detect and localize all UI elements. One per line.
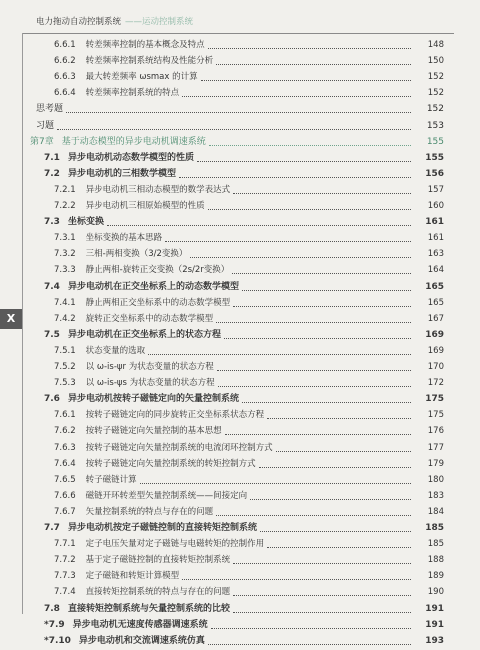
header-rule <box>22 33 454 34</box>
toc-entry[interactable] <box>0 53 444 70</box>
dot-leader <box>140 483 411 484</box>
toc-entry-number: 7.7.4 <box>54 587 76 598</box>
toc-entry-page: 179 <box>427 458 444 469</box>
toc-entry-title: 异步电动机在正交坐标系上的状态方程 <box>67 329 221 340</box>
dot-leader <box>259 467 411 468</box>
toc-entry-title: 异步电动机三相动态模型的数学表达式 <box>85 184 231 195</box>
dot-leader <box>190 257 411 258</box>
toc-entry[interactable] <box>0 198 444 215</box>
toc-entry-number: 7.8 <box>44 603 60 614</box>
toc-entry-title: 旋转正交坐标系中的动态数学模型 <box>85 313 214 324</box>
toc-entry-number: 7.4 <box>44 281 60 292</box>
dot-leader <box>201 80 411 81</box>
toc-entry[interactable] <box>0 504 444 521</box>
toc-entry[interactable] <box>0 584 444 601</box>
toc-entry[interactable] <box>0 37 444 54</box>
dot-leader <box>267 547 411 548</box>
toc-entry[interactable] <box>0 295 444 312</box>
dot-leader <box>179 177 411 178</box>
toc-entry-number: 7.5 <box>44 329 60 340</box>
dot-leader <box>242 402 411 403</box>
dot-leader <box>233 193 411 194</box>
toc-entry[interactable] <box>0 343 444 360</box>
toc-entry[interactable] <box>0 440 444 457</box>
toc-entry-number: 7.4.2 <box>54 313 76 324</box>
dot-leader <box>250 499 411 500</box>
dot-leader <box>216 515 411 516</box>
toc-entry[interactable] <box>0 230 444 247</box>
toc-entry-page: 169 <box>427 345 444 356</box>
dot-leader <box>260 531 411 532</box>
toc-entry-number: 7.5.2 <box>54 362 76 372</box>
dot-leader <box>209 145 411 146</box>
dot-leader <box>208 48 411 49</box>
toc-entry-number: 7.2 <box>44 168 60 179</box>
toc-entry-page: 161 <box>425 217 444 228</box>
dot-leader <box>107 225 411 226</box>
toc-entry-number: 7.6 <box>44 394 60 405</box>
toc-entry-title: 按转子磁链定向的同步旋转正交坐标系状态方程 <box>85 410 265 421</box>
dot-leader <box>182 96 411 97</box>
dot-leader <box>216 322 411 323</box>
toc-entry-number: 6.6.3 <box>54 72 76 83</box>
toc-entry-number: 7.2.1 <box>54 184 76 195</box>
toc-entry-page: 155 <box>426 136 444 147</box>
dot-leader <box>182 579 411 580</box>
toc-entry[interactable] <box>0 488 444 505</box>
toc-entry-title: 异步电动机动态数学模型的性质 <box>67 152 194 163</box>
toc-entry-title: 异步电动机的三相数学模型 <box>67 168 176 179</box>
toc-entry-number: 7.6.7 <box>54 506 76 517</box>
toc-entry-page: 148 <box>427 40 444 50</box>
dot-leader <box>208 644 411 645</box>
toc-entry-page: 165 <box>427 297 444 308</box>
toc-entry[interactable] <box>0 375 444 392</box>
toc-entry-number: 7.3.3 <box>54 265 76 276</box>
toc-entry-title: 静止两相-旋转正交变换（2s/2r变换） <box>85 265 230 276</box>
toc-entry-page: 175 <box>427 410 444 421</box>
toc-entry-page: 157 <box>427 184 444 195</box>
toc-entry-page: 176 <box>427 426 444 437</box>
toc-entry-page: 188 <box>427 555 444 566</box>
toc-entry-page: 150 <box>427 56 444 67</box>
toc-entry[interactable] <box>0 407 444 424</box>
toc-entry-page: 193 <box>425 635 444 646</box>
toc-entry-title: 转差频率控制系统结构及性能分析 <box>85 56 214 67</box>
toc-entry-number: *7.9 <box>44 619 65 630</box>
toc-entry-page: 190 <box>427 587 444 598</box>
dot-leader <box>232 273 411 274</box>
toc-entry-page: 165 <box>425 281 444 292</box>
toc-entry[interactable] <box>0 134 444 151</box>
toc-entry-number: 7.6.1 <box>54 410 76 421</box>
toc-entry[interactable] <box>0 150 444 167</box>
toc-entry-number: 第7章 <box>30 136 54 147</box>
toc-entry-title: 异步电动机按转子磁链定向的矢量控制系统 <box>67 394 239 405</box>
toc-entry-title: 以 ω-is-ψs 为状态变量的状态方程 <box>85 378 215 389</box>
toc-entry-page: 184 <box>427 506 444 517</box>
book-title: 电力拖动自动控制系统 <box>36 17 122 27</box>
toc-entry[interactable] <box>0 101 444 118</box>
toc-entry-title: 静止两相正交坐标系中的动态数学模型 <box>85 297 231 308</box>
toc-entry-title: 异步电动机在正交坐标系上的动态数学模型 <box>67 281 239 292</box>
toc-entry-page: 191 <box>425 619 444 630</box>
toc-entry-page: 172 <box>427 378 444 389</box>
toc-entry[interactable] <box>0 456 444 473</box>
toc-entry-number: 7.3.2 <box>54 249 76 260</box>
dot-leader <box>233 306 411 307</box>
dot-leader <box>197 161 411 162</box>
page-side-tab: X <box>0 309 22 329</box>
toc-entry[interactable] <box>0 182 444 199</box>
toc-entry-title: 按转子磁链定向矢量控制系统的转矩控制方式 <box>85 458 256 469</box>
dot-leader <box>224 338 411 339</box>
toc-entry-title: 最大转差频率 ωsmax 的计算 <box>85 72 198 83</box>
dot-leader <box>267 418 411 419</box>
toc-entry[interactable] <box>0 359 444 376</box>
toc-entry-title: 按转子磁链定向矢量控制系统的电流闭环控制方式 <box>85 442 273 453</box>
toc-entry-title: 基于定子磁链控制的直接转矩控制系统 <box>85 555 231 566</box>
toc-entry[interactable] <box>0 279 444 296</box>
toc-entry-page: 164 <box>427 265 444 276</box>
toc-entry-number: 7.5.3 <box>54 378 76 389</box>
toc-entry-page: 152 <box>426 104 444 115</box>
toc-entry-number: 7.7 <box>44 523 60 533</box>
dot-leader <box>211 628 411 629</box>
toc-entry-page: 160 <box>427 201 444 211</box>
dot-leader <box>216 64 411 65</box>
toc-entry-title: 直接转矩控制系统的特点与存在的问题 <box>85 587 231 598</box>
toc-entry[interactable] <box>0 311 444 328</box>
toc-entry-title: 坐标变换的基本思路 <box>85 233 163 244</box>
toc-entry-page: 155 <box>425 152 444 163</box>
toc-entry-number: 7.5.1 <box>54 345 76 356</box>
toc-entry-page: 191 <box>425 603 444 614</box>
running-header <box>0 14 480 30</box>
toc-entry[interactable] <box>0 391 444 408</box>
toc-entry-number: 7.6.6 <box>54 490 76 501</box>
toc-entry-title: 直接转矩控制系统与矢量控制系统的比较 <box>67 603 230 614</box>
toc-entry-page: 152 <box>427 88 444 99</box>
dot-leader <box>218 386 411 387</box>
toc-entry-number: 6.6.2 <box>54 56 76 67</box>
toc-entry-page: 169 <box>425 329 444 340</box>
toc-entry-page: 153 <box>426 120 444 131</box>
toc-entry-title: 定子电压矢量对定子磁链与电磁转矩的控制作用 <box>85 539 265 550</box>
dot-leader <box>276 451 411 452</box>
toc-entry[interactable] <box>0 423 444 440</box>
toc-entry-title: 以 ω-is-ψr 为状态变量的状态方程 <box>85 362 214 372</box>
toc-entry[interactable] <box>0 118 444 135</box>
toc-entry-page: 189 <box>427 571 444 582</box>
toc-entry-title: 异步电动机无速度传感器调速系统 <box>72 619 208 630</box>
toc-entry-title: 思考题 <box>36 104 64 115</box>
toc-entry[interactable] <box>0 536 444 553</box>
toc-entry[interactable] <box>0 85 444 102</box>
toc-entry-number: 7.2.2 <box>54 201 76 211</box>
toc-entry-page: 167 <box>427 313 444 324</box>
toc-entry-page: 183 <box>427 490 444 501</box>
toc-entry-page: 180 <box>427 474 444 485</box>
toc-entry-page: 152 <box>427 72 444 83</box>
toc-entry-title: 定子磁链和转矩计算模型 <box>85 571 180 582</box>
toc-entry-number: 7.6.2 <box>54 426 76 437</box>
dot-leader <box>57 129 411 130</box>
toc-entry-title: 转子磁链计算 <box>85 474 137 485</box>
toc-entry-number: 7.4.1 <box>54 297 76 308</box>
dot-leader <box>208 209 411 210</box>
toc-entry-page: 185 <box>427 539 444 550</box>
toc-entry-title: 状态变量的选取 <box>85 345 146 356</box>
toc-entry[interactable] <box>0 166 444 183</box>
toc-entry[interactable] <box>0 552 444 569</box>
toc-entry-title: 按转子磁链定向矢量控制的基本思想 <box>85 426 222 437</box>
dot-leader <box>233 612 411 613</box>
dot-leader <box>165 241 411 242</box>
toc-entry-number: 7.7.1 <box>54 539 76 550</box>
toc-entry-title: 异步电动机按定子磁链控制的直接转矩控制系统 <box>67 523 257 533</box>
toc-entry-page: 156 <box>425 168 444 179</box>
toc-entry[interactable] <box>0 633 444 650</box>
toc-entry-page: 177 <box>427 442 444 453</box>
toc-entry[interactable] <box>0 568 444 585</box>
book-subtitle: ——运动控制系统 <box>125 17 194 27</box>
toc-entry[interactable] <box>0 214 444 231</box>
toc-entry-number: 6.6.1 <box>54 40 76 50</box>
toc-entry-title: 异步电动机和交流调速系统仿真 <box>78 635 205 646</box>
toc-entry-number: 7.3.1 <box>54 233 76 244</box>
toc-entry-number: 7.3 <box>44 217 60 228</box>
toc-entry-title: 基于动态模型的异步电动机调速系统 <box>61 136 206 147</box>
toc-entry[interactable] <box>0 246 444 263</box>
toc-entry[interactable] <box>0 262 444 279</box>
toc-entry-number: 7.7.2 <box>54 555 76 566</box>
toc-entry[interactable] <box>0 520 444 537</box>
toc-entry-number: 7.7.3 <box>54 571 76 582</box>
toc-entry-title: 三相-两相变换（3/2变换） <box>85 249 188 260</box>
toc-entry-title: 转差频率控制的基本概念及特点 <box>85 40 205 50</box>
dot-leader <box>148 354 411 355</box>
toc-entry-title: 磁链开环转差型矢量控制系统——间接定向 <box>85 490 248 501</box>
toc-entry-page: 185 <box>425 523 444 533</box>
toc-entry-title: 转差频率控制系统的特点 <box>85 88 180 99</box>
toc-entry-title: 习题 <box>36 120 55 131</box>
dot-leader <box>66 112 411 113</box>
dot-leader <box>233 595 411 596</box>
toc-entry-number: 7.1 <box>44 152 60 163</box>
toc-entry[interactable] <box>0 617 444 634</box>
toc-entry-number: 6.6.4 <box>54 88 76 99</box>
dot-leader <box>242 290 411 291</box>
toc-entry-page: 170 <box>427 362 444 372</box>
toc-entry-page: 161 <box>427 233 444 244</box>
toc-entry-title: 坐标变换 <box>67 217 104 228</box>
toc-entry-number: 7.6.5 <box>54 474 76 485</box>
dot-leader <box>233 563 411 564</box>
toc-entry-title: 矢量控制系统的特点与存在的问题 <box>85 506 214 517</box>
dot-leader <box>217 370 411 371</box>
toc-entry-title: 异步电动机三相原始模型的性质 <box>85 201 205 211</box>
toc-entry-number: 7.6.4 <box>54 458 76 469</box>
toc-entry[interactable] <box>0 69 444 86</box>
toc-entry-page: 163 <box>427 249 444 260</box>
toc-entry[interactable] <box>0 601 444 618</box>
toc-entry[interactable] <box>0 472 444 489</box>
toc-entry[interactable] <box>0 327 444 344</box>
dot-leader <box>225 434 411 435</box>
toc-entry-number: *7.10 <box>44 635 71 646</box>
toc-entry-number: 7.6.3 <box>54 442 76 453</box>
toc-entry-page: 175 <box>425 394 444 405</box>
